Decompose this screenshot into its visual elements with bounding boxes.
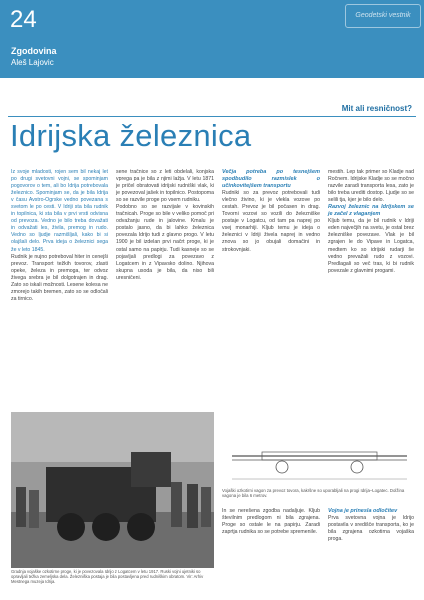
column-3-bottom [222,508,320,536]
column-2 [116,169,214,282]
author-name: Aleš Lajovic [11,58,54,67]
paragraph: Rudniki so za prevoz potrebovali tudi vlečno živino, ki je vlekla vozove po cestah. Prevoz je bil počasen in drag. Tovorni vozovi so vozili do železniške postaje v Logatcu, od tam pa naprej po vsej monarhiji. Kljub temu je ideja o železnici v Idriji živela naprej in vedno znova so jo obujali domačini in strokovnjaki. [222,190,320,253]
paragraph: Prva svetovna vojna je Idrijo postavila v središče transporta, ko je bila zgrajena ozkotirna vojaška proga. [328,515,414,543]
subheading: Večja potreba po tesnejšem spodbudilo razmislek o učinkovitejšem transportu [222,169,320,190]
paragraph: Rudnik je nujno potreboval hiter in cenejši prevoz. Transport težkih tovorov, zlasti opeke, železa in premoga, ter odvoz živega srebra je bil dolgotrajen in drag. Zato so iskali možnosti. Lesene kolesa ne zmorejo takih bremen, zato so se odločali za tirnico. [11,253,108,302]
diagram-caption: Vojaški ozkotirni vagon za prevoz tovora, kakršne so uporabljali na progi Idrija–Logatec. Dolžina vagona je bila 6 metrov. [222,488,405,499]
photo-caption: Gradnja vojaške ozkotirne proge, ki je povezovala Idrijo z Logatcem v letu 1917. Ruski vojni ujetniki so opravljali težka zemeljska dela. Železniška postaja je bila postavljena pred rudniškim obratom. Vir: Arhiv Mestnega muzeja Idrija. [11,569,204,584]
header-banner [0,0,424,78]
magazine-logo: Geodetski vestnik [345,4,421,28]
article-title: Idrijska železnica [10,118,252,153]
subheading: Vojna je prinesla odločitev [328,508,398,514]
subheading: Razvoj železnic na Idrijskem se je začel z vlaganjem [328,204,414,218]
column-4 [328,169,414,275]
section-label: Zgodovina [11,46,57,56]
column-3 [222,169,320,254]
page-number: 24 [10,6,37,33]
paragraph: Podobno so se razvijale v kovinskih tračnicah. Proge so bile v veliko pomoč pri odvažanju rude in jalovine. Kmalu je postalo jasno, da bi lahko železnica povezala Idrijo tudi z glavno progo. V letu 1900 je bil izdelan prvi načrt proge, ki je ostal samo na papirju. Tudi kasneje so se pojavljali predlogi za povezavo z Logatcem in z Vipavsko dolino. Njihova skupna usoda je bila, da niso bili uresničeni. [116,204,214,281]
kicker: Mit ali resničnost? [341,104,412,113]
column-4-bottom [328,508,414,543]
lead-paragraph: Iz svoje mladosti, rojen sem bil nekaj let po drugi svetovni vojni, se spominjam pogovorov o tem, ali bo Idrija potrebovala železnico. Spominjam se, da je bila Idrija v času Avstro-Ogrske vedno povezana s svetom le po cesti. V Idriji sta bila rudnik in topilnica, ki sta bila v prvi vrsti odvisna od prevoza. Vedno je bilo treba dovažati in odvažati les, živila, premog in rudo. Vedno so ljudje razmišljali, kako bi si olajšali delo. Prva ideja o železnici sega že v leto 1845. [11,169,108,253]
divider [8,116,416,117]
wagon-diagram [222,434,417,486]
paragraph: sene tračnice so z leti obdelali, konjska vprega pa je bila z njimi lažja. V letu 1871 je pričel obratovati idrijski rudniški vlak, ki je povezoval jašek in topilnico. Postopoma so se razvile proge po vsem rudniku. [116,169,214,204]
paragraph: Kljub temu, da je bil rudnik v Idriji eden največjih na svetu, je ostal brez železniške povezave. Vlak je bil zgrajen le do Vipave in Logatca, medtem ko so idrijski rudarji še vedno prevažali rudo z vozovi. Predlagali so več tras, ki bi rudnik povezale z glavnimi progami. [328,218,414,274]
column-1 [11,169,108,303]
paragraph: In se nerešena zgodba nadaljuje. Kljub številnim predlogom ni bila zgrajena. Proge so ostale le na papirju. Zaradi zaprtja rudnika so se potrebe spremenile. [222,508,320,536]
paragraph: mestih. Lep tak primer so Kladje nad Ročnem. Idrijske Kladje so se močno razvile zaradi transporta lesa, zato je bilo treba urediti dostop. Ljudje so se selili tja, kjer je bilo delo. [328,169,414,204]
historic-photo [11,412,214,568]
